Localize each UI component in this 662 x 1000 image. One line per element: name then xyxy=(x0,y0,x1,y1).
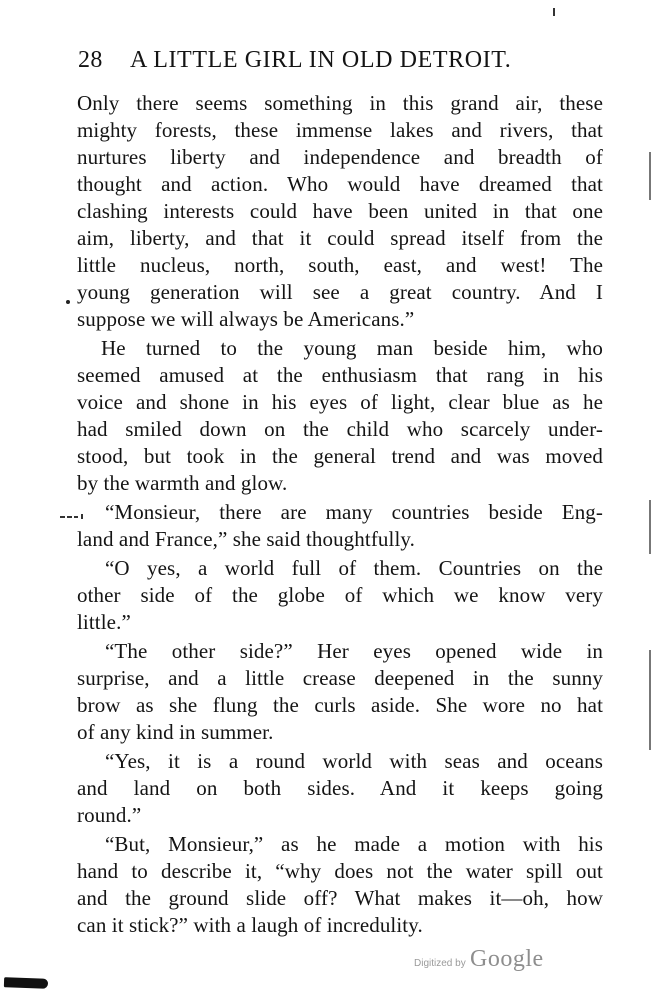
text-line: suppose we will always be Americans.” xyxy=(77,307,415,331)
text-line: “But, Monsieur,” as he made a motion with his xyxy=(105,832,603,856)
text-line: aim, liberty, and that it could spread itself from the xyxy=(77,226,603,250)
page-edge-line xyxy=(649,152,651,200)
margin-dot xyxy=(66,300,70,304)
text-line: round.” xyxy=(77,803,142,827)
running-title: A LITTLE GIRL IN OLD DETROIT. xyxy=(130,47,512,73)
text-line: young generation will see a great country. And I xyxy=(77,280,603,304)
text-line: Only there seems something in this grand air, these xyxy=(77,91,603,115)
text-line: nurtures liberty and independence and breadth of xyxy=(77,145,603,169)
body-text xyxy=(77,90,603,939)
page-number: 28 xyxy=(78,47,103,73)
page-header xyxy=(78,44,618,76)
text-line: and land on both sides. And it keeps going xyxy=(77,776,603,800)
text-line: had smiled down on the child who scarcely under- xyxy=(77,417,603,441)
text-line: surprise, and a little crease deepened in the sunny xyxy=(77,666,603,690)
text-line: stood, but took in the general trend and was moved xyxy=(77,444,603,468)
text-line: by the warmth and glow. xyxy=(77,471,288,495)
text-line: of any kind in summer. xyxy=(77,720,274,744)
text-line: “The other side?” Her eyes opened wide in xyxy=(105,639,603,663)
text-line: voice and shone in his eyes of light, clear blue as he xyxy=(77,390,603,414)
text-line: clashing interests could have been united in that one xyxy=(77,199,603,223)
scan-mark-top xyxy=(553,8,555,16)
page-edge-line xyxy=(649,500,651,554)
text-line: and the ground slide off? What makes it—oh, how xyxy=(77,886,603,910)
scan-smudge xyxy=(4,977,48,989)
text-line: other side of the globe of which we know very xyxy=(77,583,603,607)
text-line: seemed amused at the enthusiasm that rang in his xyxy=(77,363,603,387)
text-line: land and France,” she said thoughtfully. xyxy=(77,527,415,551)
text-line: can it stick?” with a laugh of incredulity. xyxy=(77,913,423,937)
text-line: “O yes, a world full of them. Countries on the xyxy=(105,556,603,580)
text-line: brow as she flung the curls aside. She wore no hat xyxy=(77,693,603,717)
text-line: He turned to the young man beside him, who xyxy=(101,336,603,360)
watermark-prefix: Digitized by xyxy=(414,958,466,969)
text-line: little nucleus, north, south, east, and west! The xyxy=(77,253,603,277)
digitized-watermark xyxy=(414,946,574,976)
text-line: mighty forests, these immense lakes and rivers, that xyxy=(77,118,603,142)
page-edge-line xyxy=(649,650,651,750)
text-line: little.” xyxy=(77,610,131,634)
text-line: thought and action. Who would have dreamed that xyxy=(77,172,603,196)
google-logo: Google xyxy=(470,946,544,972)
text-line: hand to describe it, “why does not the water spill out xyxy=(77,859,603,883)
text-line: “Monsieur, there are many countries beside Eng- xyxy=(105,500,603,524)
text-line: “Yes, it is a round world with seas and oceans xyxy=(105,749,603,773)
